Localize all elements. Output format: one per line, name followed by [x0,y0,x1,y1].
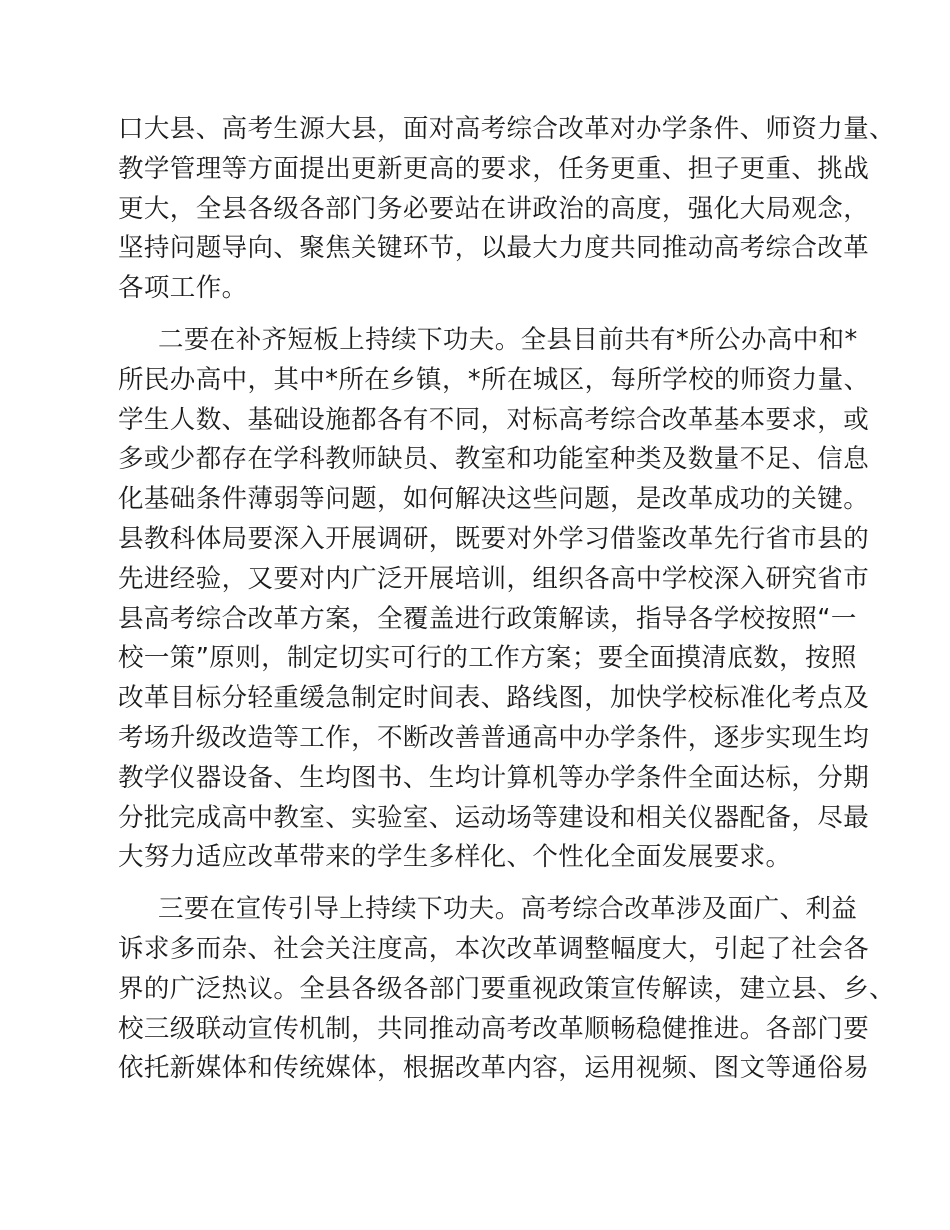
document-page [118,110,896,1089]
text-line: 各项工作。 [118,273,248,304]
text-line: 校三级联动宣传机制，共同推动高考改革顺畅稳健推进。各部门要 [118,1013,870,1044]
paragraph-spacer [118,878,838,890]
paragraph-3 [118,890,896,1089]
text-line: 教学仪器设备、生均图书、生均计算机等办学条件全面达标，分期 [118,762,870,793]
text-line: 大努力适应改革带来的学生多样化、个性化全面发展要求。 [118,842,792,873]
text-line: 依托新媒体和传统媒体，根据改革内容，运用视频、图文等通俗易 [118,1053,870,1084]
text-line: 多或少都存在学科教师缺员、教室和功能室种类及数量不足、信息 [118,444,870,475]
text-line: 所民办高中，其中*所在乡镇，*所在城区，每所学校的师资力量、 [118,364,870,395]
paragraph-1 [118,110,896,309]
text-line: 界的广泛热议。全县各级各部门要重视政策宣传解读，建立县、乡、 [118,973,896,1004]
text-line: 二要在补齐短板上持续下功夫。全县目前共有*所公办高中和* [158,324,858,355]
text-line: 化基础条件薄弱等问题，如何解决这些问题，是改革成功的关键。 [118,484,870,515]
text-line: 先进经验，又要对内广泛开展培训，组织各高中学校深入研究省市 [118,563,870,594]
text-line: 学生人数、基础设施都各有不同，对标高考综合改革基本要求，或 [118,404,870,435]
text-line: 坚持问题导向、聚焦关键环节，以最大力度共同推动高考综合改革 [118,233,870,264]
text-line: 改革目标分轻重缓急制定时间表、路线图，加快学校标准化考点及 [118,683,870,714]
text-line: 口大县、高考生源大县，面对高考综合改革对办学条件、师资力量、 [118,114,896,144]
text-line: 三要在宣传引导上持续下功夫。高考综合改革涉及面广、利益 [158,894,858,925]
text-line: 更大，全县各级各部门务必要站在讲政治的高度，强化大局观念， [118,193,870,224]
paragraph-spacer [118,309,838,321]
text-line: 分批完成高中教室、实验室、运动场等建设和相关仪器配备，尽最 [118,802,870,833]
text-line: 校一策”原则，制定切实可行的工作方案；要全面摸清底数，按照 [118,643,857,674]
text-line: 诉求多而杂、社会关注度高，本次改革调整幅度大，引起了社会各 [118,933,870,964]
text-line: 县高考综合改革方案，全覆盖进行政策解读，指导各学校按照“一 [118,603,857,634]
text-line: 教学管理等方面提出更新更高的要求，任务更重、担子更重、挑战 [118,153,870,184]
paragraph-2 [118,321,870,878]
text-line: 考场升级改造等工作，不断改善普通高中办学条件，逐步实现生均 [118,722,870,753]
text-line: 县教科体局要深入开展调研，既要对外学习借鉴改革先行省市县的 [118,523,870,554]
